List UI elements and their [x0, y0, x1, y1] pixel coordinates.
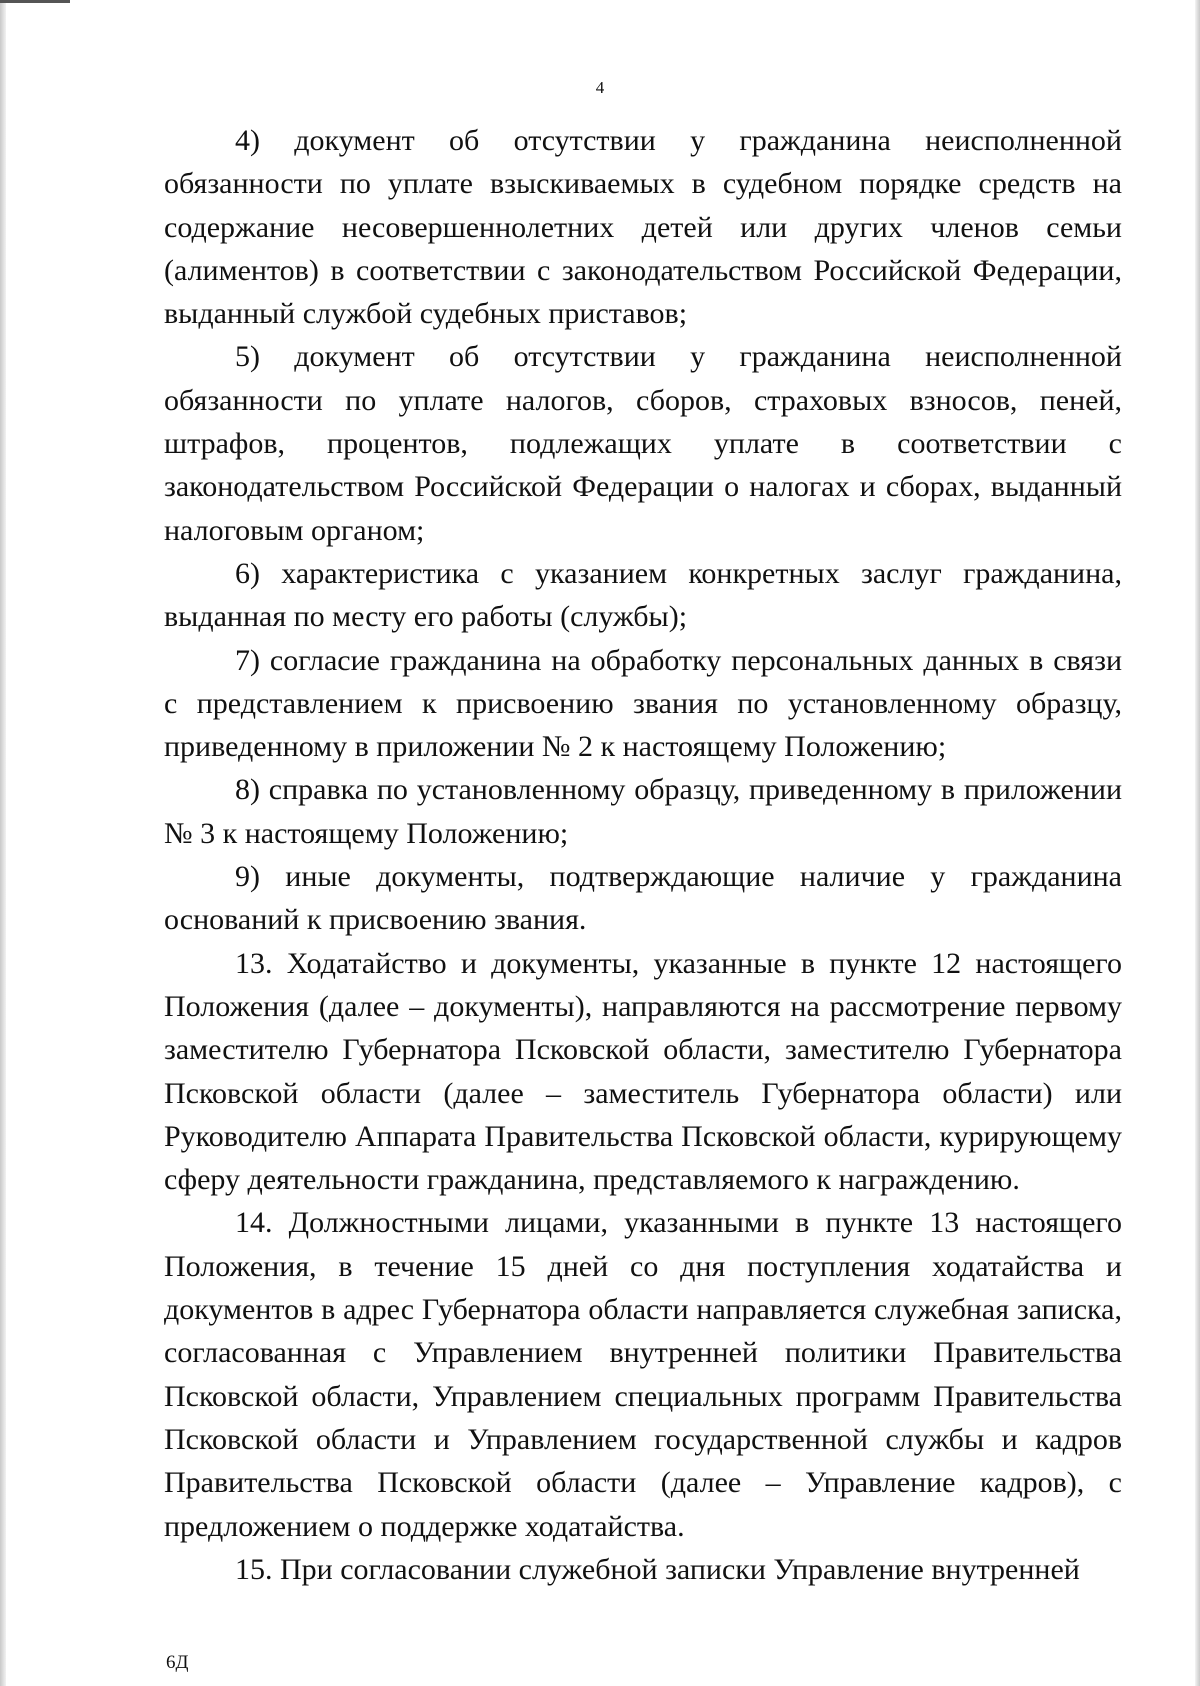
document-body [164, 119, 1122, 1591]
page-number: 4 [595, 78, 605, 97]
scan-edge-left [0, 0, 6, 1686]
paragraph-item-4: 4) документ об отсутствии у гражданина неисполненной обязанности по уплате взыскиваемых в судебном порядке средств на содержание несовершеннолетних детей или других членов семьи (алиментов) в соответствии с законодательством Российской Федерации, выданный службой судебных приставов; [164, 124, 1122, 331]
paragraph-clause-13: 13. Ходатайство и документы, указанные в пункте 12 настоящего Положения (далее – документы), направляются на рассмотрение первому заместителю Губернатора Псковской области, заместителю Губернатора Псковской области (далее – заместитель Губернатора области) или Руководителю Аппарата Правительства Псковской области, курирующему сферу деятельности гражданина, представляемого к награждению. [164, 946, 1122, 1197]
footer-code: 6Д [166, 1652, 189, 1673]
scan-top-mark [0, 0, 70, 3]
paragraph-clause-14: 14. Должностными лицами, указанными в пункте 13 настоящего Положения, в течение 15 дней со дня поступления ходатайства и документов в адрес Губернатора области направляется служебная записка, согласованная с Управлением внутренней политики Правительства Псковской области, Управлением специальных программ Правительства Псковской области и Управлением государственной службы и кадров Правительства Псковской области (далее – Управление кадров), с предложением о поддержке ходатайства. [164, 1206, 1122, 1543]
paragraph-item-5: 5) документ об отсутствии у гражданина неисполненной обязанности по уплате налогов, сборов, страховых взносов, пеней, штрафов, процентов, подлежащих уплате в соответствии с законодательством Российской Федерации о налогах и сборах, выданный налоговым органом; [164, 340, 1122, 547]
scan-edge-right [1195, 0, 1200, 1686]
paragraph-item-9: 9) иные документы, подтверждающие наличие у гражданина оснований к присвоению звания. [164, 860, 1122, 937]
paragraph-item-8: 8) справка по установленному образцу, приведенному в приложении № 3 к настоящему Положению; [164, 773, 1122, 850]
paragraph-item-6: 6) характеристика с указанием конкретных заслуг гражданина, выданная по месту его работы (службы); [164, 556, 1122, 634]
paragraph-item-7: 7) согласие гражданина на обработку персональных данных в связи с представлением к присвоению звания по установленному образцу, приведенному в приложении № 2 к настоящему Положению; [164, 643, 1122, 764]
paragraph-clause-15: 15. При согласовании служебной записки Управление внутренней [235, 1552, 1080, 1586]
